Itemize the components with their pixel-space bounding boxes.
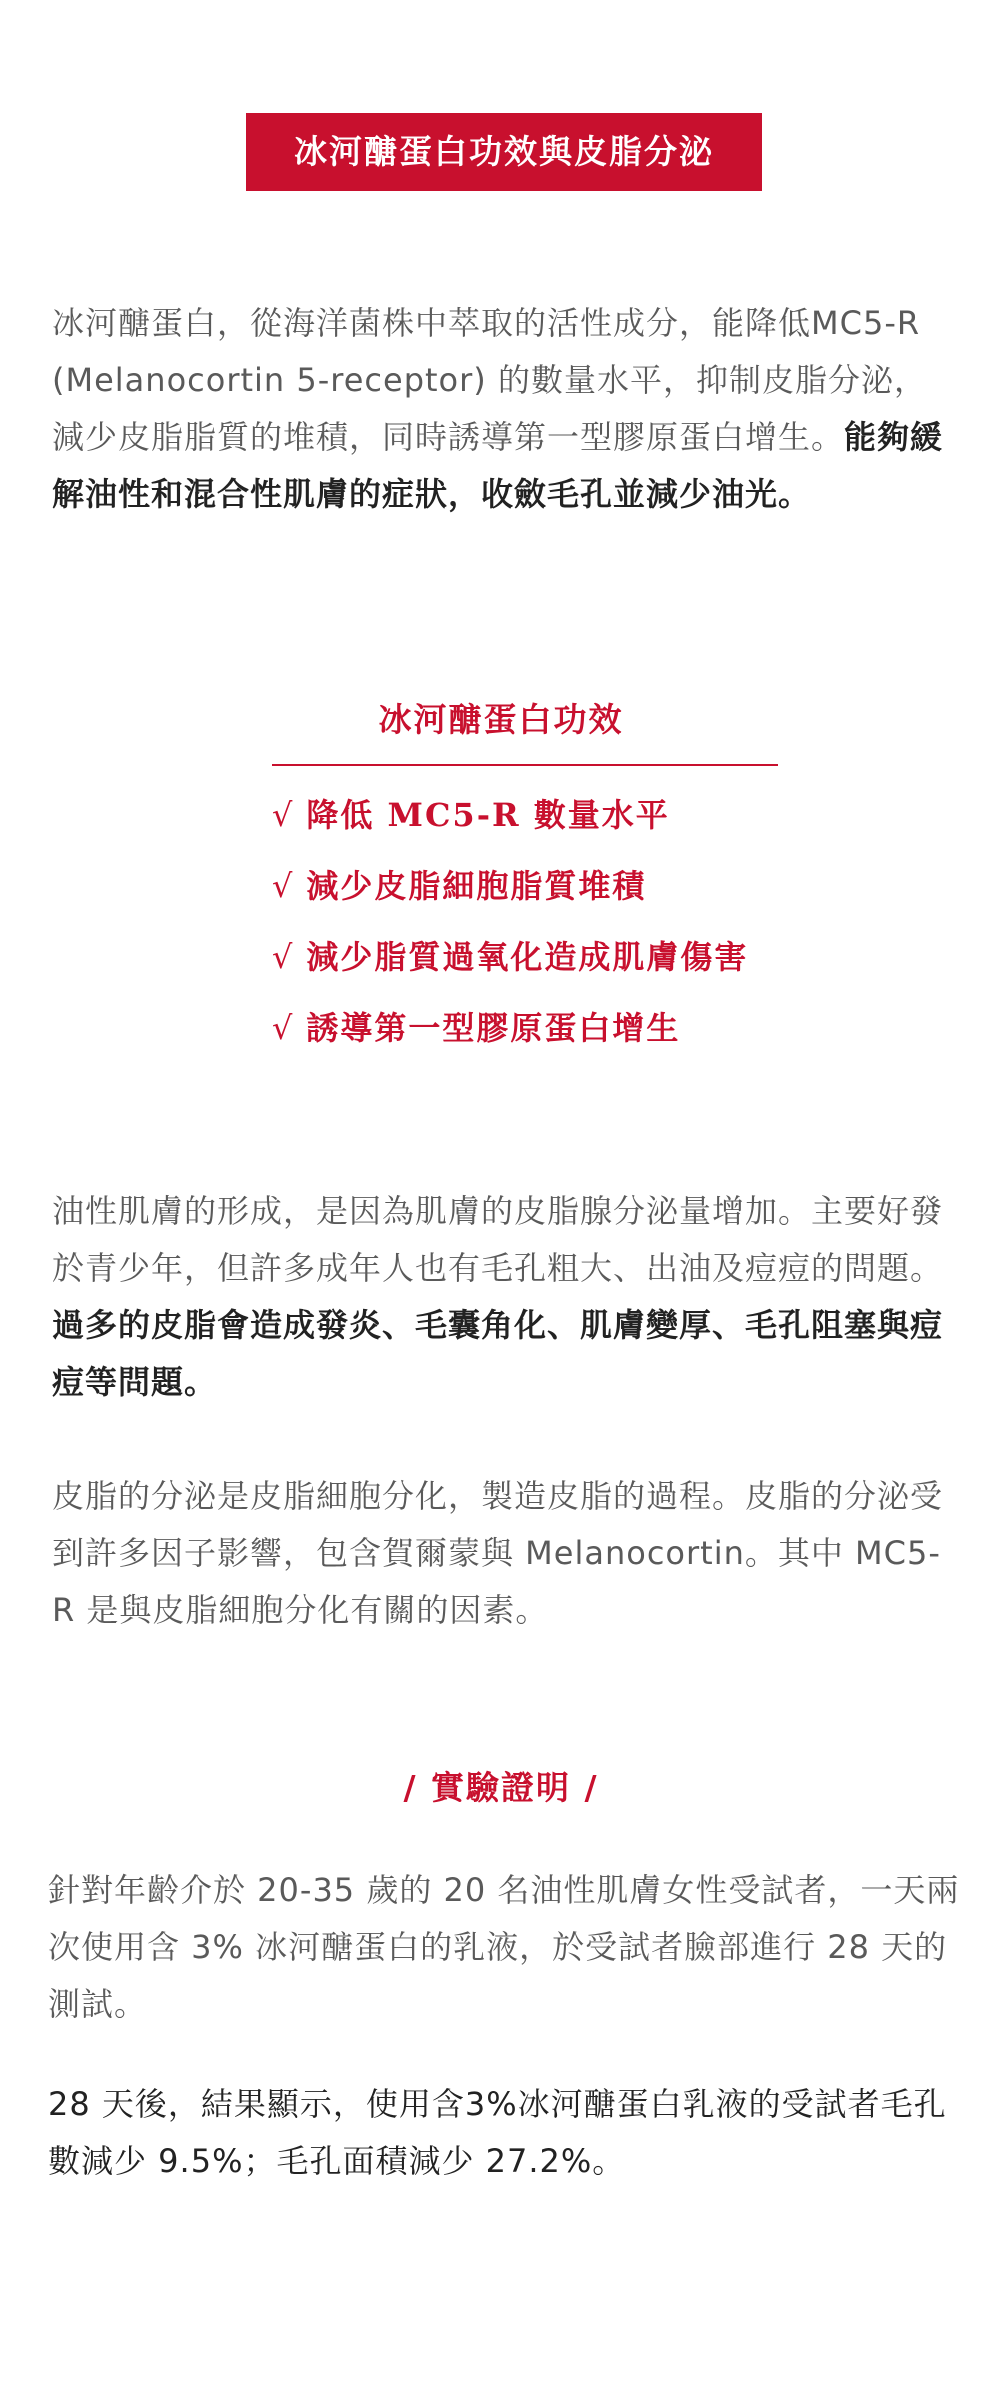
- intro-paragraph: [52, 295, 952, 523]
- benefit-item: [272, 930, 748, 1001]
- benefit-label: 誘導第一型膠原蛋白增生: [306, 1009, 681, 1047]
- check-icon: √: [272, 938, 295, 976]
- experiment-heading: / 實驗證明 /: [403, 1768, 599, 1807]
- benefits-list: [272, 788, 748, 1072]
- check-icon: √: [272, 1009, 295, 1047]
- benefit-label: 降低 MC5-R 數量水平: [306, 796, 670, 834]
- benefits-heading: 冰河醣蛋白功效: [378, 700, 624, 739]
- oily-skin-paragraph: [52, 1183, 952, 1411]
- oily-skin-bold-text: 過多的皮脂會造成發炎、毛囊角化、肌膚變厚、毛孔阻塞與痘痘等問題。: [52, 1306, 944, 1401]
- benefit-label: 減少皮脂細胞脂質堆積: [306, 867, 647, 905]
- benefit-item: [272, 1001, 748, 1072]
- heading-divider: [272, 764, 778, 766]
- intro-bold-text: 能夠緩解油性和混合性肌膚的症狀，收斂毛孔並減少油光。: [52, 418, 944, 513]
- page-title: 冰河醣蛋白功效與皮脂分泌: [246, 113, 762, 191]
- check-icon: √: [272, 796, 295, 834]
- intro-text: 冰河醣蛋白，從海洋菌株中萃取的活性成分，能降低MC5-R (Melanocortin 5-receptor) 的數量水平，抑制皮脂分泌，減少皮脂脂質的堆積，同時誘導第一型膠原蛋白增生。: [52, 304, 927, 456]
- oily-skin-text: 油性肌膚的形成，是因為肌膚的皮脂腺分泌量增加。主要好發於青少年，但許多成年人也有毛孔粗大、出油及痘痘的問題。: [52, 1192, 944, 1287]
- benefit-label: 減少脂質過氧化造成肌膚傷害: [306, 938, 749, 976]
- experiment-method: 針對年齡介於 20-35 歲的 20 名油性肌膚女性受試者，一天兩次使用含 3% 冰河醣蛋白的乳液，於受試者臉部進行 28 天的測試。: [48, 1871, 960, 2023]
- benefit-item: [272, 788, 748, 859]
- benefit-item: [272, 859, 748, 930]
- check-icon: √: [272, 867, 295, 905]
- sebum-paragraph: 皮脂的分泌是皮脂細胞分化，製造皮脂的過程。皮脂的分泌受到許多因子影響，包含賀爾蒙與 Melanocortin。其中 MC5-R 是與皮脂細胞分化有關的因素。: [52, 1477, 944, 1629]
- experiment-result: 28 天後，結果顯示，使用含3%冰河醣蛋白乳液的受試者毛孔數減少 9.5%；毛孔面積減少 27.2%。: [48, 2085, 947, 2180]
